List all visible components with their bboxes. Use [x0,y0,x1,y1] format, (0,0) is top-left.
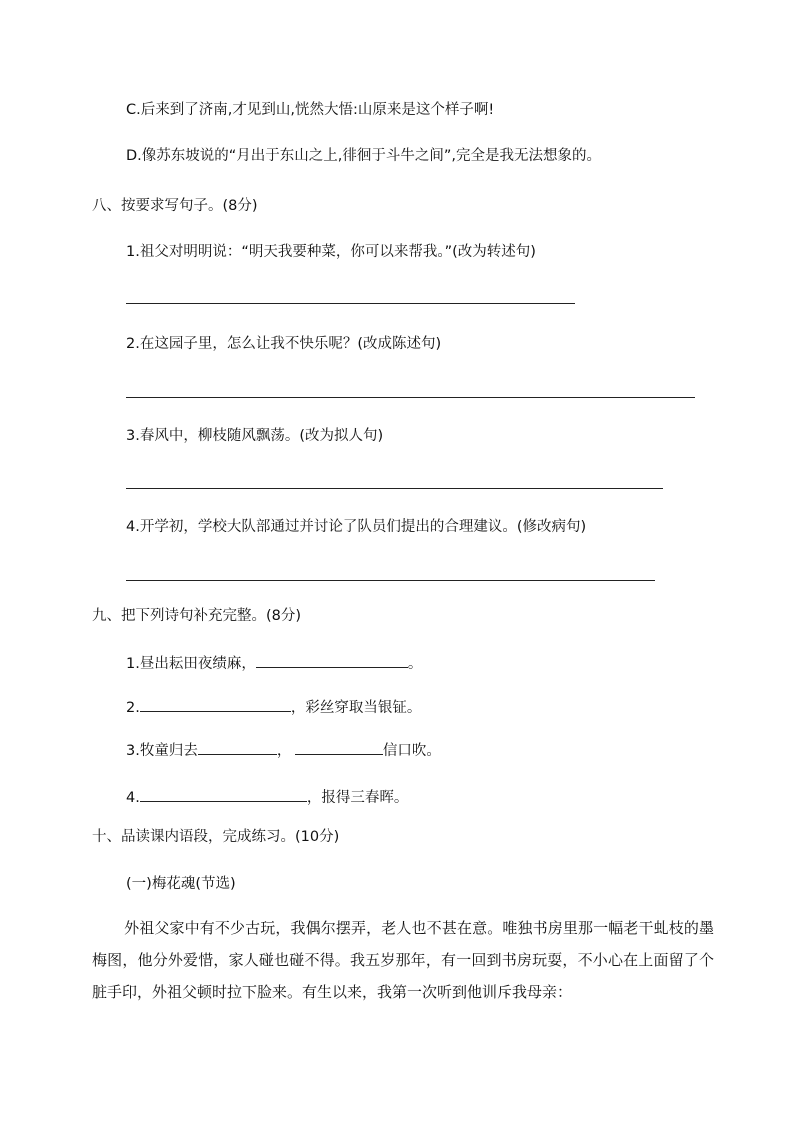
q9-blank-4[interactable] [140,785,307,802]
q9-item-4-number: 4. [126,790,140,806]
q9-item-4 [126,785,408,808]
q9-blank-1[interactable] [256,651,408,668]
q9-item-1 [126,651,422,674]
q8-answer-line-4[interactable] [126,580,655,581]
q9-blank-2[interactable] [140,695,291,712]
q9-item-3-comma: ， [276,743,292,759]
q9-item-3-end: 信口吹。 [382,743,441,759]
section-9-heading: 九、把下列诗句补充完整。(8分) [92,608,302,624]
q9-blank-3a[interactable] [198,738,277,755]
q9-item-3 [126,738,441,761]
q8-answer-line-3[interactable] [126,488,663,489]
q9-item-1-end: 。 [407,656,423,672]
q8-answer-line-2[interactable] [126,397,695,398]
passage-body: 外祖父家中有不少古玩，我偶尔摆弄，老人也不甚在意。唯独书房里那一幅老干虬枝的墨梅图，他分外爱惜，家人碰也碰不得。我五岁那年，有一回到书房玩耍，不小心在上面留了个脏手印，外祖父顿时拉下脸来。有生以来，我第一次听到他训斥我母亲： [92,919,714,1001]
option-c: C.后来到了济南,才见到山,恍然大悟:山原来是这个样子啊! [126,102,495,118]
q8-item-3: 3.春风中，柳枝随风飘荡。(改为拟人句) [126,428,384,444]
q9-item-1-text: 1.昼出耘田夜绩麻， [126,656,256,672]
q9-item-2-text: ，彩丝穿取当银钲。 [290,700,422,716]
option-d: D.像苏东坡说的“月出于东山之上,徘徊于斗牛之间”,完全是我无法想象的。 [126,148,602,164]
q8-answer-line-1[interactable] [126,303,575,304]
section-8-heading: 八、按要求写句子。(8分) [92,198,258,214]
q9-item-3-text: 3.牧童归去 [126,743,198,759]
q8-item-1: 1.祖父对明明说：“明天我要种菜，你可以来帮我。”(改为转述句) [126,244,536,260]
q8-item-4: 4.开学初，学校大队部通过并讨论了队员们提出的合理建议。(修改病句) [126,519,587,535]
q8-item-2: 2.在这园子里，怎么让我不快乐呢？(改成陈述句) [126,336,442,352]
q9-item-4-text: ，报得三春晖。 [306,790,409,806]
passage-text [92,912,714,1008]
section-10-heading: 十、品读课内语段，完成练习。(10分) [92,829,340,845]
q9-item-2 [126,695,421,718]
q9-item-2-number: 2. [126,700,140,716]
passage-title: (一)梅花魂(节选) [126,876,236,892]
q9-blank-3b[interactable] [295,738,383,755]
